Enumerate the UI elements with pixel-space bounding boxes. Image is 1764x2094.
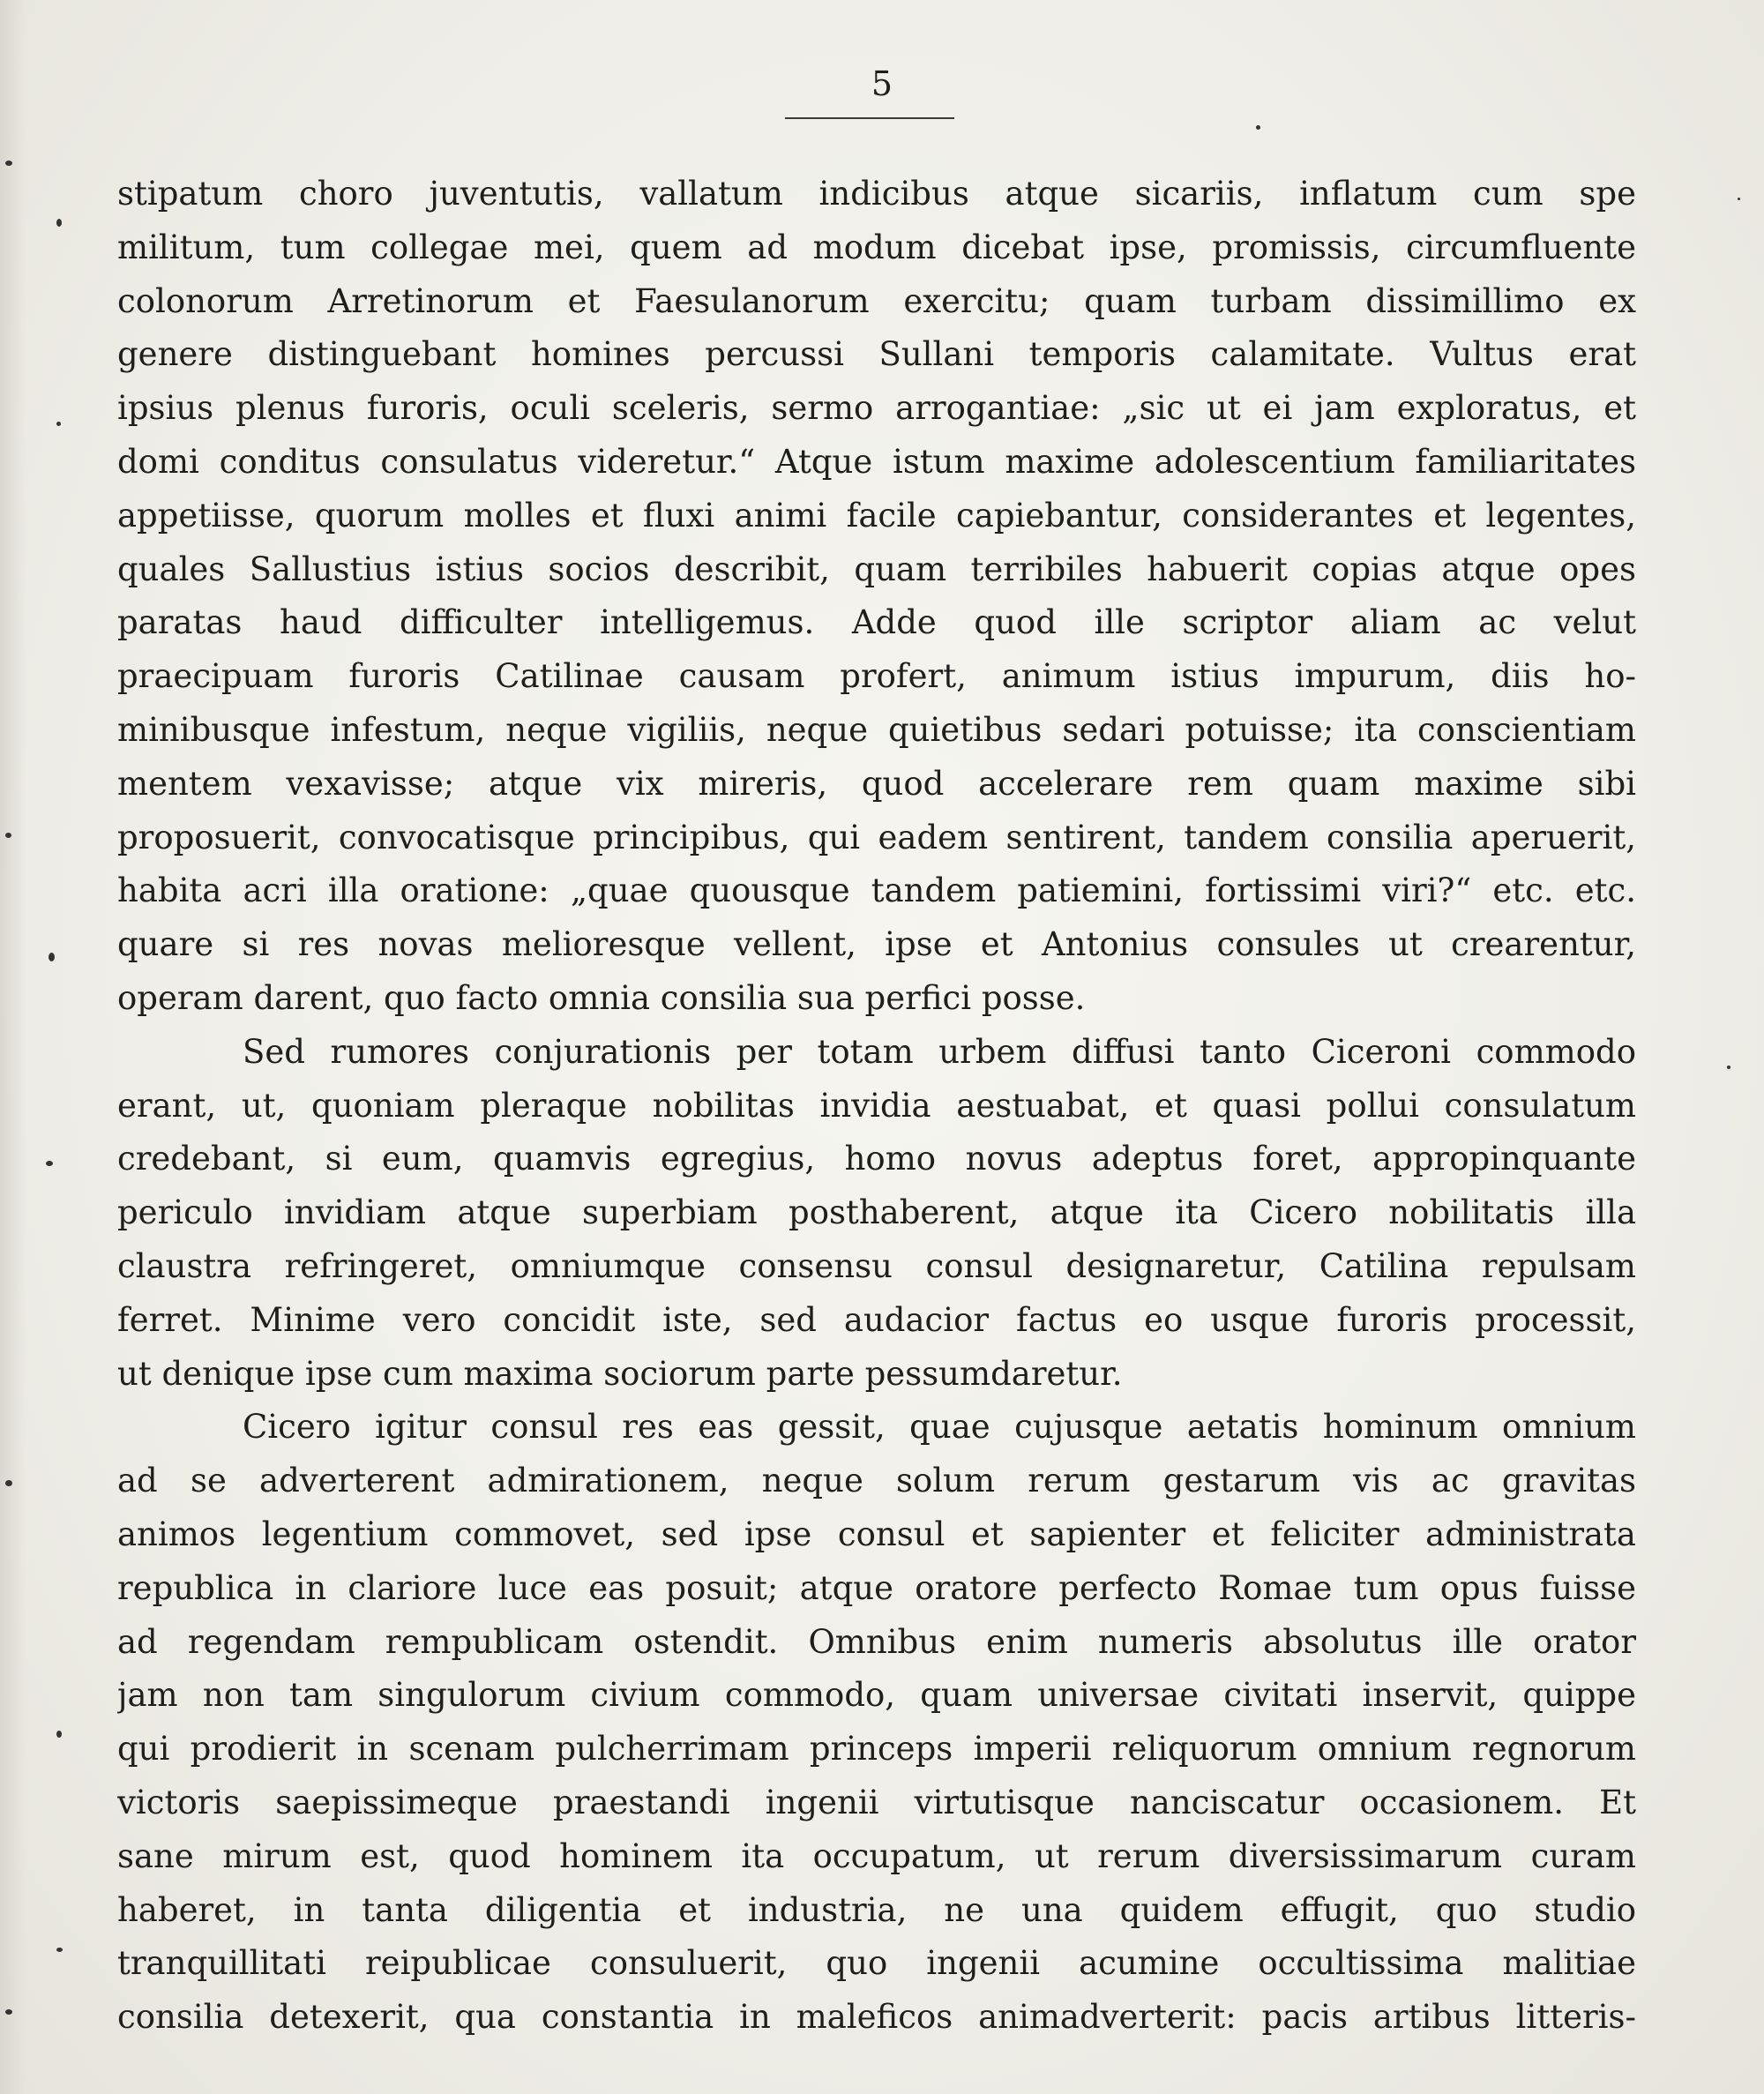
text-line: erant, ut, quoniam pleraque nobilitas invidia aestuabat, et quasi pollui consulatum (117, 1086, 1636, 1125)
text-line: qui prodierit in scenam pulcherrimam princeps imperii reliquorum omnium regnorum (117, 1730, 1636, 1769)
scan-speck (5, 2009, 12, 2015)
text-line: ferret. Minime vero concidit iste, sed audacior factus eo usque furoris processit, (117, 1300, 1636, 1339)
text-line: proposuerit, convocatisque principibus, qui eadem sentirent, tandem consilia aperuerit, (117, 818, 1636, 856)
scan-speck (56, 1948, 63, 1952)
text-line: republica in clariore luce eas posuit; atque oratore perfecto Romae tum opus fuisse (117, 1568, 1636, 1607)
scan-speck (5, 833, 11, 838)
scan-speck (49, 953, 55, 961)
text-line: habita acri illa oratione: „quae quousque tandem patiemini, fortissimi viri?“ etc. etc. (117, 871, 1636, 910)
text-line: quare si res novas melioresque vellent, ipse et Antonius consules ut crearentur, (117, 925, 1636, 964)
text-line: praecipuam furoris Catilinae causam profert, animum istius impurum, diis ho- (117, 657, 1636, 696)
scan-speck (1256, 125, 1260, 130)
text-line: operam darent, quo facto omnia consilia sua perfici posse. (117, 978, 1086, 1017)
text-line: mentem vexavisse; atque vix mireris, quod accelerare rem quam maxime sibi (117, 764, 1636, 803)
scan-speck (5, 161, 12, 166)
text-line: consilia detexerit, qua constantia in maleficos animadverterit: pacis artibus litteris- (117, 1998, 1636, 2037)
text-line: appetiisse, quorum molles et fluxi animi facile capiebantur, considerantes et legentes, (117, 496, 1636, 535)
text-line: tranquillitati reipublicae consuluerit, quo ingenii acumine occultissima malitiae (117, 1944, 1636, 1983)
text-line: quales Sallustius istius socios describit, quam terribiles habuerit copias atque opes (117, 550, 1636, 588)
scan-speck (1738, 198, 1740, 200)
text-line: colonorum Arretinorum et Faesulanorum exercitu; quam turbam dissimillimo ex (117, 281, 1636, 320)
scan-speck (1727, 1066, 1730, 1069)
scan-speck (46, 1161, 53, 1166)
text-line: Cicero igitur consul res eas gessit, quae cujusque aetatis hominum omnium (243, 1408, 1636, 1447)
text-line: minibusque infestum, neque vigiliis, neque quietibus sedari potuisse; ita conscientiam (117, 710, 1636, 749)
text-line: claustra refringeret, omniumque consensu consul designaretur, Catilina repulsam (117, 1246, 1636, 1285)
scan-speck (56, 422, 61, 426)
paragraph (117, 168, 1636, 1026)
text-line: ut denique ipse cum maxima sociorum parte pessumdaretur. (117, 1354, 1123, 1393)
text-line: jam non tam singulorum civium commodo, quam universae civitati inservit, quippe (117, 1676, 1636, 1715)
text-line: ad se adverterent admirationem, neque solum rerum gestarum vis ac gravitas (117, 1462, 1636, 1500)
body-text (117, 168, 1636, 2045)
scan-speck (56, 219, 62, 227)
text-line: credebant, si eum, quamvis egregius, homo novus adeptus foret, appropinquante (117, 1140, 1636, 1178)
scan-speck (56, 1731, 62, 1738)
paragraph (117, 1401, 1636, 2045)
text-line: haberet, in tanta diligentia et industria, ne una quidem effugit, quo studio (117, 1890, 1636, 1929)
page-number-rule (785, 117, 954, 119)
text-line: victoris saepissimeque praestandi ingenii virtutisque nanciscatur occasionem. Et (117, 1783, 1636, 1821)
text-line: domi conditus consulatus videretur.“ Atque istum maxime adolescentium familiaritates (117, 442, 1636, 481)
paragraph (117, 1026, 1636, 1402)
text-line: periculo invidiam atque superbiam posthaberent, atque ita Cicero nobilitatis illa (117, 1193, 1636, 1232)
text-line: ipsius plenus furoris, oculi sceleris, sermo arrogantiae: „sic ut ei jam exploratus, et (117, 389, 1636, 428)
page-number: 5 (871, 64, 893, 103)
text-line: paratas haud difficulter intelligemus. Adde quod ille scriptor aliam ac velut (117, 603, 1636, 642)
text-line: animos legentium commovet, sed ipse consul et sapienter et feliciter administrata (117, 1514, 1636, 1553)
text-line: sane mirum est, quod hominem ita occupatum, ut rerum diversissimarum curam (117, 1836, 1636, 1875)
text-line: militum, tum collegae mei, quem ad modum dicebat ipse, promissis, circumfluente (117, 228, 1636, 266)
text-line: stipatum choro juventutis, vallatum indicibus atque sicariis, inflatum cum spe (117, 175, 1636, 213)
page-edge-shadow (0, 0, 26, 2094)
text-line: genere distinguebant homines percussi Sullani temporis calamitate. Vultus erat (117, 335, 1636, 374)
text-line: ad regendam rempublicam ostendit. Omnibus enim numeris absolutus ille orator (117, 1622, 1636, 1661)
text-line: Sed rumores conjurationis per totam urbem diffusi tanto Ciceroni commodo (243, 1032, 1636, 1071)
scan-speck (5, 1480, 12, 1486)
